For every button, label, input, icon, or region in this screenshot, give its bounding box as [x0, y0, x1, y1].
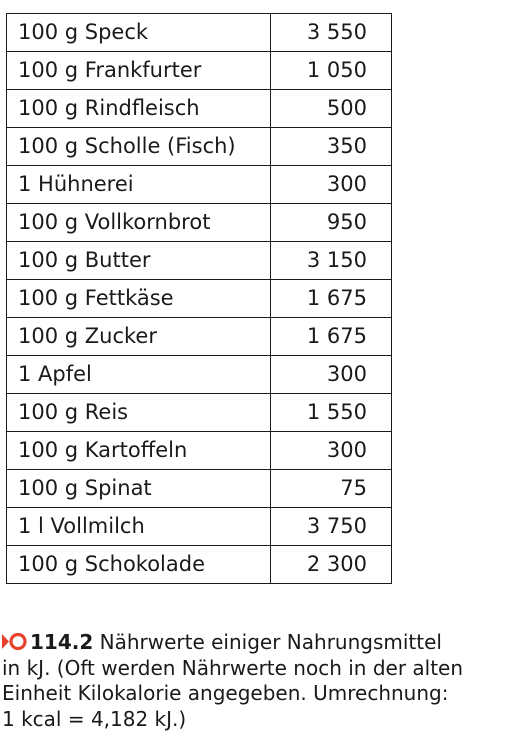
food-cell: 100 g Reis [7, 394, 271, 432]
table-row [7, 470, 392, 508]
food-cell: 1 l Vollmilch [7, 508, 271, 546]
energy-kj-cell: 1 550 [271, 394, 392, 432]
food-cell: 100 g Speck [7, 14, 271, 52]
food-cell: 100 g Zucker [7, 318, 271, 356]
food-cell: 1 Hühnerei [7, 166, 271, 204]
nutrition-table [6, 13, 392, 584]
table-row [7, 356, 392, 394]
table-row [7, 394, 392, 432]
caption-line: Nährwerte einiger Nahrungsmittel [99, 630, 442, 654]
energy-kj-cell: 3 550 [271, 14, 392, 52]
energy-kj-cell: 950 [271, 204, 392, 242]
figure-number: 114.2 [30, 630, 94, 654]
energy-kj-cell: 3 150 [271, 242, 392, 280]
energy-kj-cell: 1 675 [271, 318, 392, 356]
energy-kj-cell: 300 [271, 166, 392, 204]
food-cell: 100 g Spinat [7, 470, 271, 508]
table-row [7, 242, 392, 280]
caption-line: 1 kcal = 4,182 kJ.) [2, 706, 187, 731]
table-row [7, 52, 392, 90]
table-row [7, 128, 392, 166]
caption-line: in kJ. (Oft werden Nährwerte noch in der alten [2, 655, 464, 680]
caption-line: Einheit Kilokalorie angegeben. Umrechnung: [2, 681, 449, 705]
figure-caption [2, 630, 517, 732]
table-row [7, 432, 392, 470]
energy-kj-cell: 3 750 [271, 508, 392, 546]
energy-kj-cell: 300 [271, 356, 392, 394]
reference-arrow-icon [2, 632, 28, 651]
food-cell: 100 g Rindfleisch [7, 90, 271, 128]
table-row [7, 166, 392, 204]
food-cell: 100 g Butter [7, 242, 271, 280]
food-cell: 1 Apfel [7, 356, 271, 394]
food-cell: 100 g Scholle (Fisch) [7, 128, 271, 166]
energy-kj-cell: 2 300 [271, 546, 392, 584]
table-row [7, 204, 392, 242]
energy-kj-cell: 75 [271, 470, 392, 508]
table-row [7, 546, 392, 584]
energy-kj-cell: 1 050 [271, 52, 392, 90]
food-cell: 100 g Schokolade [7, 546, 271, 584]
table-row [7, 508, 392, 546]
food-cell: 100 g Fettkäse [7, 280, 271, 318]
food-cell: 100 g Vollkornbrot [7, 204, 271, 242]
energy-kj-cell: 350 [271, 128, 392, 166]
table-body [7, 14, 392, 584]
table-row [7, 318, 392, 356]
energy-kj-cell: 1 675 [271, 280, 392, 318]
table-row [7, 14, 392, 52]
table-row [7, 90, 392, 128]
food-cell: 100 g Frankfurter [7, 52, 271, 90]
food-cell: 100 g Kartoffeln [7, 432, 271, 470]
table-row [7, 280, 392, 318]
energy-kj-cell: 300 [271, 432, 392, 470]
energy-kj-cell: 500 [271, 90, 392, 128]
